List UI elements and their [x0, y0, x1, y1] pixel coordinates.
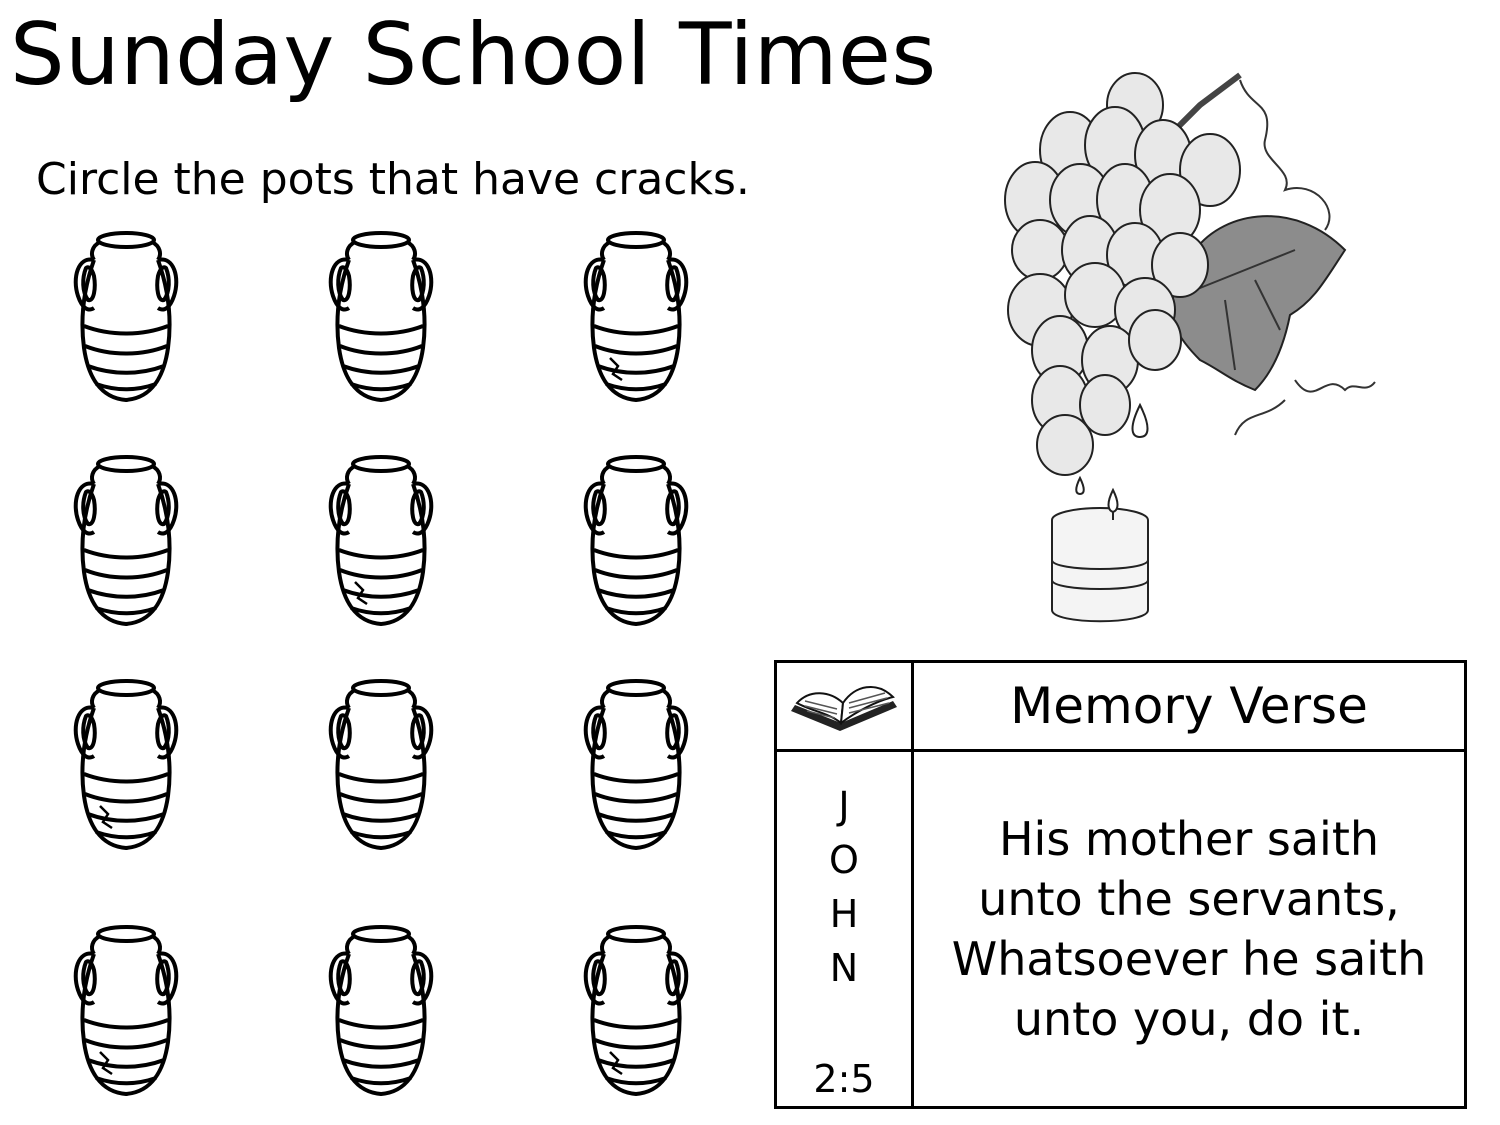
pot-3-icon[interactable] — [580, 228, 692, 408]
open-book-icon — [785, 673, 903, 739]
pot-9-icon[interactable] — [580, 676, 692, 856]
pot-2-icon[interactable] — [325, 228, 437, 408]
pot-10-icon[interactable] — [70, 922, 182, 1102]
pot-1-icon[interactable] — [70, 228, 182, 408]
pot-6-icon[interactable] — [580, 452, 692, 632]
pot-8-icon[interactable] — [325, 676, 437, 856]
pot-5-icon[interactable] — [325, 452, 437, 632]
grapes-and-candle-icon — [995, 50, 1395, 630]
verse-line: Whatsoever he saith — [951, 932, 1427, 986]
reference-letter: H — [829, 892, 859, 936]
verse-line: unto the servants, — [978, 872, 1400, 926]
verse-line: His mother saith — [998, 812, 1380, 866]
pot-12-icon[interactable] — [580, 922, 692, 1102]
reference-chapter: 2:5 — [813, 1057, 875, 1101]
reference-letter: O — [829, 838, 859, 882]
instruction-text: Circle the pots that have cracks. — [36, 154, 750, 205]
reference-letter: N — [829, 946, 859, 990]
pot-11-icon[interactable] — [325, 922, 437, 1102]
memory-verse-box — [774, 660, 1467, 1109]
memory-verse-heading: Memory Verse — [1010, 677, 1368, 735]
reference-letter: J — [838, 784, 850, 828]
verse-line: unto you, do it. — [1013, 992, 1365, 1046]
verse-text — [914, 752, 1464, 1106]
page-title: Sunday School Times — [10, 5, 937, 105]
pot-4-icon[interactable] — [70, 452, 182, 632]
verse-reference — [777, 779, 911, 1101]
pot-7-icon[interactable] — [70, 676, 182, 856]
